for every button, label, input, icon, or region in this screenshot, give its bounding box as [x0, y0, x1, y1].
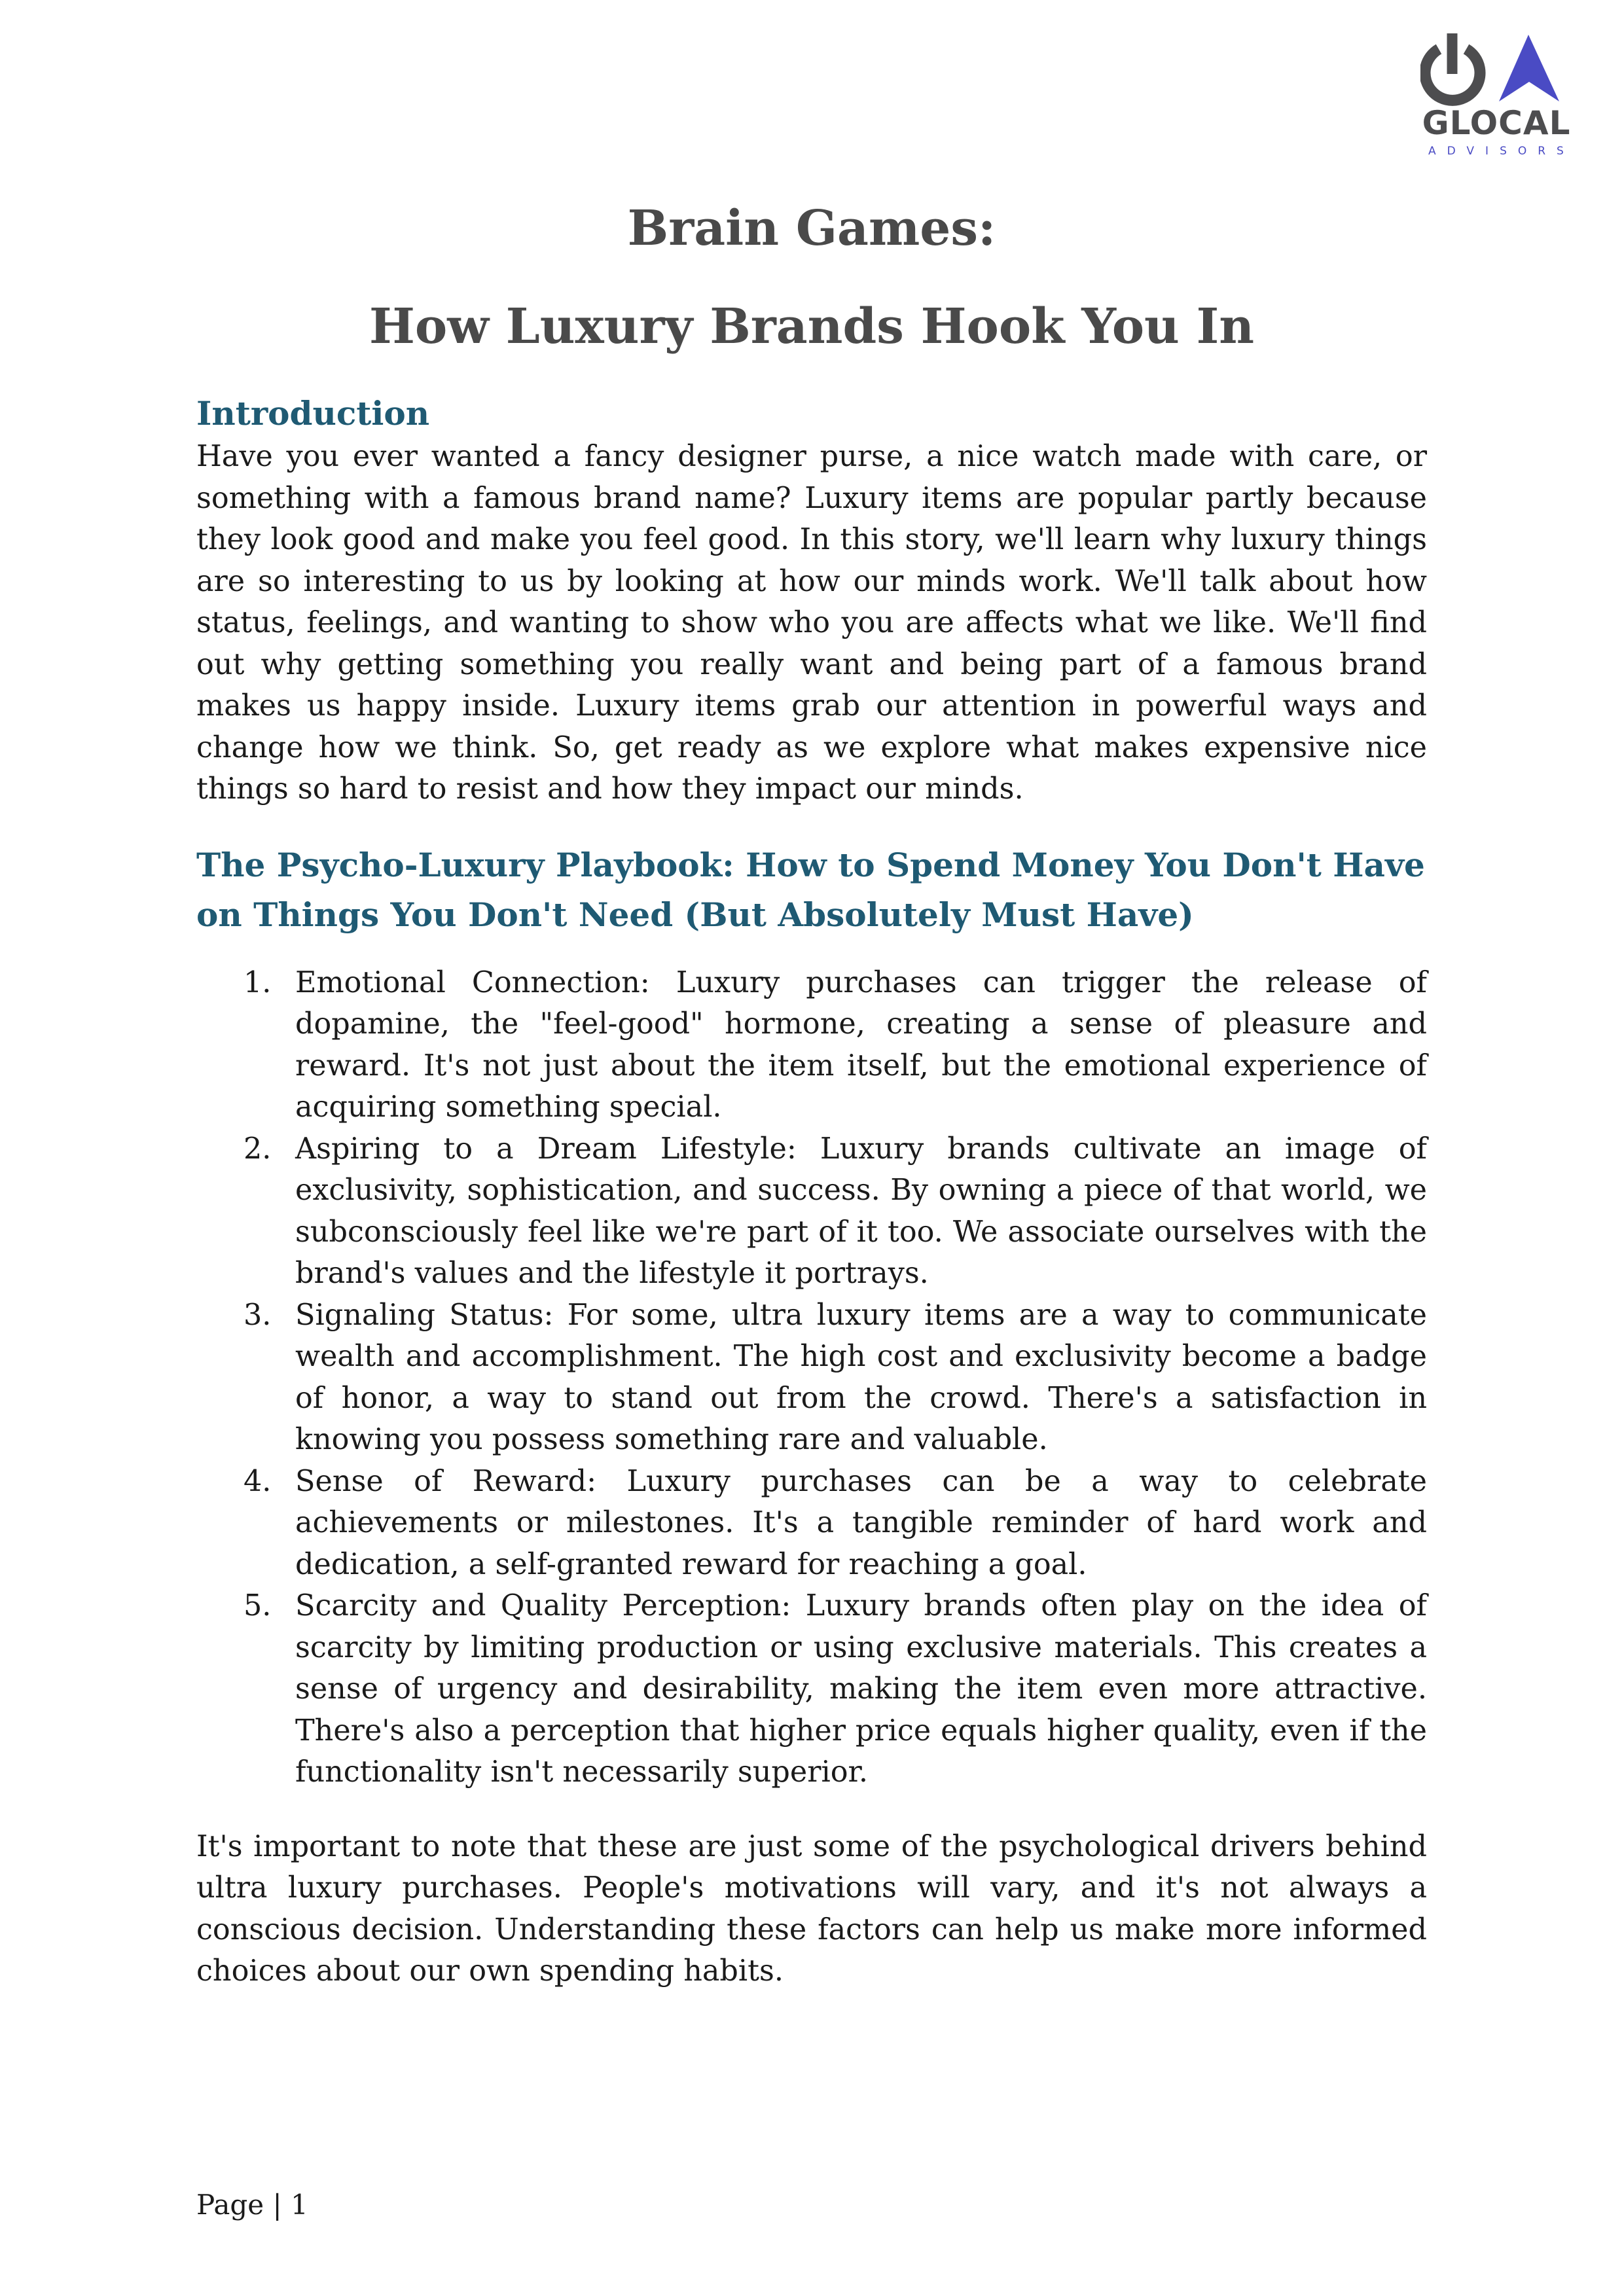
list-item-number: 4.	[244, 1464, 272, 1498]
list-item	[196, 1461, 1427, 1586]
introduction-paragraph: Have you ever wanted a fancy designer purse, a nice watch made with care, or something with a famous brand name? Luxury items are popular partly because they look good and make you feel good. In this story, we'll learn why luxury things are so interesting to us by looking at how our minds work. We'll talk about how status, feelings, and wanting to show who you are affects what we like. We'll find out why getting something you really want and being part of a famous brand makes us happy inside. Luxury items grab our attention in powerful ways and change how we think. So, get ready as we explore what makes expensive nice things so hard to resist and how they impact our minds.	[196, 440, 1427, 806]
list-item-number: 1.	[244, 965, 272, 999]
list-item	[196, 962, 1427, 1128]
logo-tagline: ADVISORS	[1428, 145, 1575, 158]
document-body	[196, 393, 1427, 1992]
logo-wordmark: GLOCAL	[1422, 104, 1571, 142]
list-item	[196, 1585, 1427, 1793]
playbook-heading: The Psycho-Luxury Playbook: How to Spend Money You Don't Have on Things You Don't Need (But Absolutely Must Have)	[196, 845, 1425, 934]
introduction-heading: Introduction	[196, 394, 430, 433]
list-item-text: Sense of Reward: Luxury purchases can be a way to celebrate achievements or milestones. It's a tangible reminder of hard work and dedication, a self-granted reward for reaching a goal.	[295, 1464, 1427, 1581]
page-title-line-2: How Luxury Brands Hook You In	[369, 298, 1255, 355]
list-item-number: 2.	[244, 1132, 272, 1166]
drivers-list	[196, 962, 1427, 1793]
list-item	[196, 1295, 1427, 1461]
list-item-number: 5.	[244, 1589, 272, 1623]
list-item	[196, 1128, 1427, 1295]
list-item-text: Emotional Connection: Luxury purchases can trigger the release of dopamine, the "feel-good" hormone, creating a sense of pleasure and reward. It's not just about the item itself, but the emotional experience of acquiring something special.	[295, 965, 1427, 1124]
list-item-text: Signaling Status: For some, ultra luxury items are a way to communicate wealth and accomplishment. The high cost and exclusivity become a badge of honor, a way to stand out from the crowd. There's a satisfaction in knowing you possess something rare and valuable.	[295, 1298, 1427, 1456]
page-title-line-1: Brain Games:	[627, 200, 996, 257]
glocal-advisors-logo	[1420, 29, 1591, 164]
logo-mark-icon	[1420, 29, 1578, 111]
list-item-text: Aspiring to a Dream Lifestyle: Luxury brands cultivate an image of exclusivity, sophistication, and success. By owning a piece of that world, we subconsciously feel like we're part of it too. We associate ourselves with the brand's values and the lifestyle it portrays.	[295, 1132, 1427, 1290]
closing-paragraph: It's important to note that these are just some of the psychological drivers behind ultra luxury purchases. People's motivations will vary, and it's not always a conscious decision. Understanding these factors can help us make more informed choices about our own spending habits.	[196, 1829, 1427, 1988]
list-item-text: Scarcity and Quality Perception: Luxury brands often play on the idea of scarcity by limiting production or using exclusive materials. This creates a sense of urgency and desirability, making the item even more attractive. There's also a perception that higher price equals higher quality, even if the functionality isn't necessarily superior.	[295, 1589, 1427, 1789]
page-number: Page | 1	[196, 2189, 308, 2221]
list-item-number: 3.	[244, 1298, 272, 1332]
